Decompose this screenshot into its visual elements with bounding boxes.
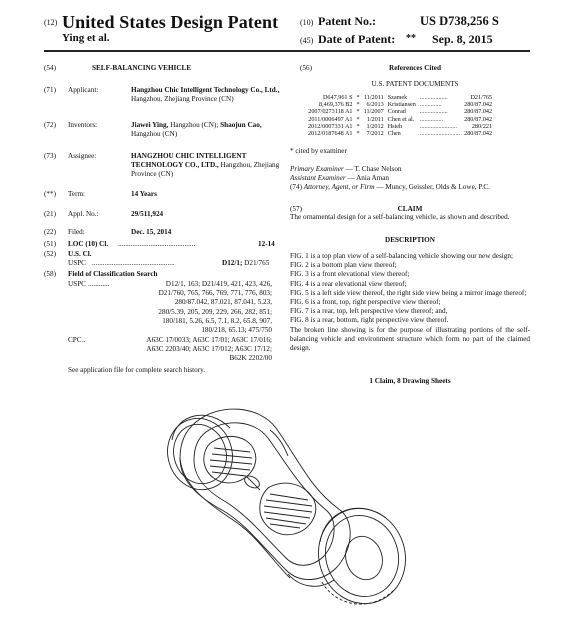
header-code-45: (45) bbox=[300, 36, 314, 45]
search-history-note: See application file for complete search history. bbox=[68, 366, 206, 374]
reference-row bbox=[306, 94, 494, 101]
uspc-line: 180/218, 65.13; 475/750 bbox=[201, 326, 272, 335]
patent-date: Sep. 8, 2015 bbox=[432, 32, 493, 46]
assistant-examiner bbox=[290, 174, 530, 183]
ref-dots: ........................ bbox=[419, 122, 457, 130]
description-body bbox=[290, 252, 530, 353]
ref-date: 11/2011 bbox=[363, 94, 384, 101]
inventors-label: Inventors: bbox=[68, 121, 98, 129]
field-cpc-label: CPC bbox=[68, 336, 82, 344]
term-label: Term: bbox=[68, 190, 86, 198]
reference-row bbox=[306, 108, 494, 115]
right-footpad bbox=[260, 483, 316, 535]
applicant-value bbox=[131, 86, 281, 104]
description-line: FIG. 2 is a bottom plan view thereof; bbox=[290, 261, 397, 270]
appl-label: Appl. No.: bbox=[68, 210, 99, 218]
ref-name: Hsieh bbox=[387, 122, 403, 130]
ref-number: 8,469,376 B2 bbox=[319, 101, 353, 109]
attorney-label: Attorney, Agent, or Firm bbox=[303, 183, 375, 191]
ref-star: * bbox=[356, 108, 360, 116]
ref-star: * bbox=[356, 94, 360, 101]
description-line: FIG. 4 is a rear elevational view thereof; bbox=[290, 279, 407, 288]
assignee-name: HANGZHOU CHIC INTELLIGENT TECHNOLOGY CO., LTD., bbox=[131, 152, 247, 170]
attorney bbox=[290, 183, 530, 192]
ref-name: Chen bbox=[387, 130, 401, 138]
applicant-code: (71) bbox=[44, 86, 56, 94]
loc-label: LOC (10) Cl. bbox=[68, 240, 109, 248]
inventor-2-name: Shaojun Cao, bbox=[220, 121, 262, 129]
primary-examiner-name: — T. Chase Nelson bbox=[345, 165, 402, 173]
uscl-value bbox=[222, 259, 269, 268]
uspc-line: 280/5.39, 205, 209, 229, 266, 282, 851; bbox=[158, 307, 272, 316]
claim-text: The ornamental design for a self-balancing vehicle, as shown and described. bbox=[290, 213, 510, 221]
description-line: FIG. 8 is a rear, bottom, right perspective view thereof. bbox=[290, 316, 449, 325]
primary-examiner bbox=[290, 165, 530, 174]
term-value: 14 Years bbox=[131, 190, 157, 198]
body-shell bbox=[180, 409, 350, 580]
header-code-10: (10) bbox=[300, 18, 314, 27]
ref-class: 280/87.042 bbox=[464, 108, 493, 116]
ref-number: 2012/0007331 A1 bbox=[308, 122, 353, 130]
ref-dots: .......................... bbox=[419, 130, 461, 138]
title-code: (54) bbox=[44, 64, 56, 72]
uspc-line: D12/1, 163; D21/419, 421, 423, 426, bbox=[165, 280, 272, 288]
description-line: FIG. 7 is a rear, top, left perspective view thereof; and, bbox=[290, 307, 448, 316]
ref-star: * bbox=[356, 130, 360, 138]
design-figure bbox=[150, 392, 422, 628]
description-line: FIG. 5 is a left side view thereof, the right side view being a mirror image thereof; bbox=[290, 288, 527, 297]
reference-row bbox=[306, 123, 494, 130]
ref-class: D21/765 bbox=[470, 94, 493, 101]
field-label: Field of Classification Search bbox=[68, 270, 158, 278]
uscl-value-primary: D12/1; bbox=[222, 259, 243, 267]
ref-dots: .................. bbox=[419, 108, 448, 116]
patent-number: US D738,256 S bbox=[420, 14, 499, 28]
field-uspc-values bbox=[112, 280, 272, 335]
field-cpc-values bbox=[92, 336, 272, 364]
reference-row bbox=[306, 101, 494, 108]
inventor-2-location: Hangzhou (CN) bbox=[131, 130, 178, 139]
inventor-line: Ying et al. bbox=[62, 32, 110, 44]
assignee-label: Assignee: bbox=[68, 152, 97, 160]
ref-date: 7/2012 bbox=[366, 130, 384, 138]
ref-star: * bbox=[356, 115, 360, 123]
ref-dots: .................. bbox=[419, 94, 448, 101]
patent-no-label: Patent No.: bbox=[318, 14, 376, 28]
description-line: The broken line showing is for the purpose of illustrating portions of the self-balancing vehicle and environment structure which form no part of the claimed design. bbox=[290, 325, 530, 353]
ref-name: Chen et al. bbox=[387, 115, 415, 123]
refs-subtitle: U.S. PATENT DOCUMENTS bbox=[371, 80, 459, 88]
date-label: Date of Patent: bbox=[318, 32, 396, 46]
cpc-line: A63C 2203/40; A63C 17/012; A63C 17/12; bbox=[146, 345, 272, 354]
reference-row bbox=[306, 116, 494, 123]
attorney-name: — Muncy, Geissler, Olds & Lowe, P.C. bbox=[376, 183, 490, 191]
field-uspc-label: USPC bbox=[68, 280, 86, 288]
cited-note: * cited by examiner bbox=[290, 147, 347, 155]
ref-number: 2011/0006497 A1 bbox=[308, 115, 353, 123]
uspc-line: D21/760, 765, 766, 769, 771, 776, 803; bbox=[158, 289, 272, 298]
ref-class: 280/87.042 bbox=[464, 115, 493, 123]
design-title: SELF-BALANCING VEHICLE bbox=[92, 64, 192, 72]
right-wheel bbox=[306, 497, 417, 615]
uspc-line: 180/181, 5.26, 6.5, 7.1, 8.2, 65.8, 907, bbox=[162, 316, 272, 325]
header-code-12: (12) bbox=[44, 18, 58, 27]
cpc-line: B62K 2202/00 bbox=[229, 354, 272, 363]
ref-class: 280/87.042 bbox=[464, 130, 493, 138]
description-line: FIG. 3 is a front elevational view thereof; bbox=[290, 270, 410, 279]
ref-class: 280/221 bbox=[471, 122, 493, 130]
uscl-label: U.S. Cl. bbox=[68, 250, 92, 258]
field-uspc-dots: ............ bbox=[88, 280, 110, 288]
references-table bbox=[306, 94, 494, 137]
primary-examiner-label: Primary Examiner bbox=[290, 165, 344, 173]
filed-code: (22) bbox=[44, 228, 56, 236]
refs-code: (56) bbox=[300, 64, 312, 72]
assistant-examiner-label: Assistant Examiner bbox=[290, 174, 346, 182]
ref-number: D647,961 S bbox=[322, 94, 353, 101]
inventors-value bbox=[131, 121, 281, 139]
description-line: FIG. 6 is a front, top, right perspective view thereof; bbox=[290, 298, 441, 307]
reference-row bbox=[306, 130, 494, 137]
description-title: DESCRIPTION bbox=[385, 236, 435, 244]
ref-number: 2007/0273118 A1 bbox=[308, 108, 353, 116]
inventors-code: (72) bbox=[44, 121, 56, 129]
ref-name: Kristiansen bbox=[387, 101, 416, 109]
term-code: (**) bbox=[44, 190, 56, 198]
ref-star: * bbox=[356, 101, 360, 109]
filed-label: Filed: bbox=[68, 228, 85, 236]
uspc-line: 280/87.042, 87.021, 87.041, 5.23, bbox=[174, 298, 272, 307]
ref-name: Conrad bbox=[387, 108, 406, 116]
attorney-code: (74) bbox=[290, 183, 302, 191]
assignee-value bbox=[131, 152, 281, 180]
loc-code: (51) bbox=[44, 240, 56, 248]
header-rule bbox=[44, 50, 530, 52]
uscl-code: (52) bbox=[44, 250, 56, 258]
assignee-code: (73) bbox=[44, 152, 56, 160]
applicant-label: Applicant: bbox=[68, 86, 99, 94]
applicant-location: Hangzhou, Zhejiang Province (CN) bbox=[131, 95, 234, 104]
ref-date: 1/2012 bbox=[366, 122, 384, 130]
uscl-value-secondary: D21/765 bbox=[244, 259, 270, 267]
appl-code: (21) bbox=[44, 210, 56, 218]
inventor-1-name: Jiawei Ying, bbox=[131, 121, 169, 129]
appl-value: 29/511,924 bbox=[131, 210, 164, 218]
applicant-name: Hangzhou Chic Intelligent Technology Co., Ltd., bbox=[131, 86, 280, 94]
cpc-line: A63C 17/0033; A63C 17/01; A63C 17/016; bbox=[146, 336, 272, 344]
claims-drawings-line: 1 Claim, 8 Drawing Sheets bbox=[369, 377, 451, 385]
uscl-dots: .............................................. bbox=[92, 259, 175, 267]
claim-code: (57) bbox=[290, 205, 302, 213]
front-bumper bbox=[288, 574, 334, 586]
filed-value: Dec. 15, 2014 bbox=[131, 228, 172, 236]
claim-title: CLAIM bbox=[397, 205, 423, 213]
ref-name: Szamek bbox=[387, 94, 408, 101]
assignee-location: Hangzhou, Zhejiang Province (CN) bbox=[131, 161, 280, 179]
description-line: FIG. 1 is a top plan view of a self-balancing vehicle showing our new design; bbox=[290, 252, 513, 260]
patent-type-title: United States Design Patent bbox=[62, 12, 279, 32]
uscl-uspc: USPC bbox=[68, 259, 86, 267]
ref-date: 11/2007 bbox=[363, 108, 384, 116]
ref-number: 2012/0187648 A1 bbox=[308, 130, 353, 138]
ref-dots: ............... bbox=[419, 115, 444, 123]
date-stars: ** bbox=[406, 33, 416, 44]
ref-star: * bbox=[356, 122, 360, 130]
ref-date: 1/2011 bbox=[366, 115, 384, 123]
ref-date: 6/2013 bbox=[366, 101, 384, 109]
inventor-1-location: Hangzhou (CN); bbox=[170, 121, 219, 129]
refs-title: References Cited bbox=[389, 64, 441, 72]
ref-dots: .............. bbox=[419, 101, 442, 109]
field-code: (58) bbox=[44, 270, 56, 278]
assistant-examiner-name: — Ania Aman bbox=[347, 174, 390, 182]
field-cpc-dots: .. bbox=[82, 336, 86, 344]
ref-class: 280/87.042 bbox=[464, 101, 493, 109]
loc-value: 12-14 bbox=[258, 240, 275, 248]
loc-dots: ........................................... bbox=[118, 240, 196, 248]
